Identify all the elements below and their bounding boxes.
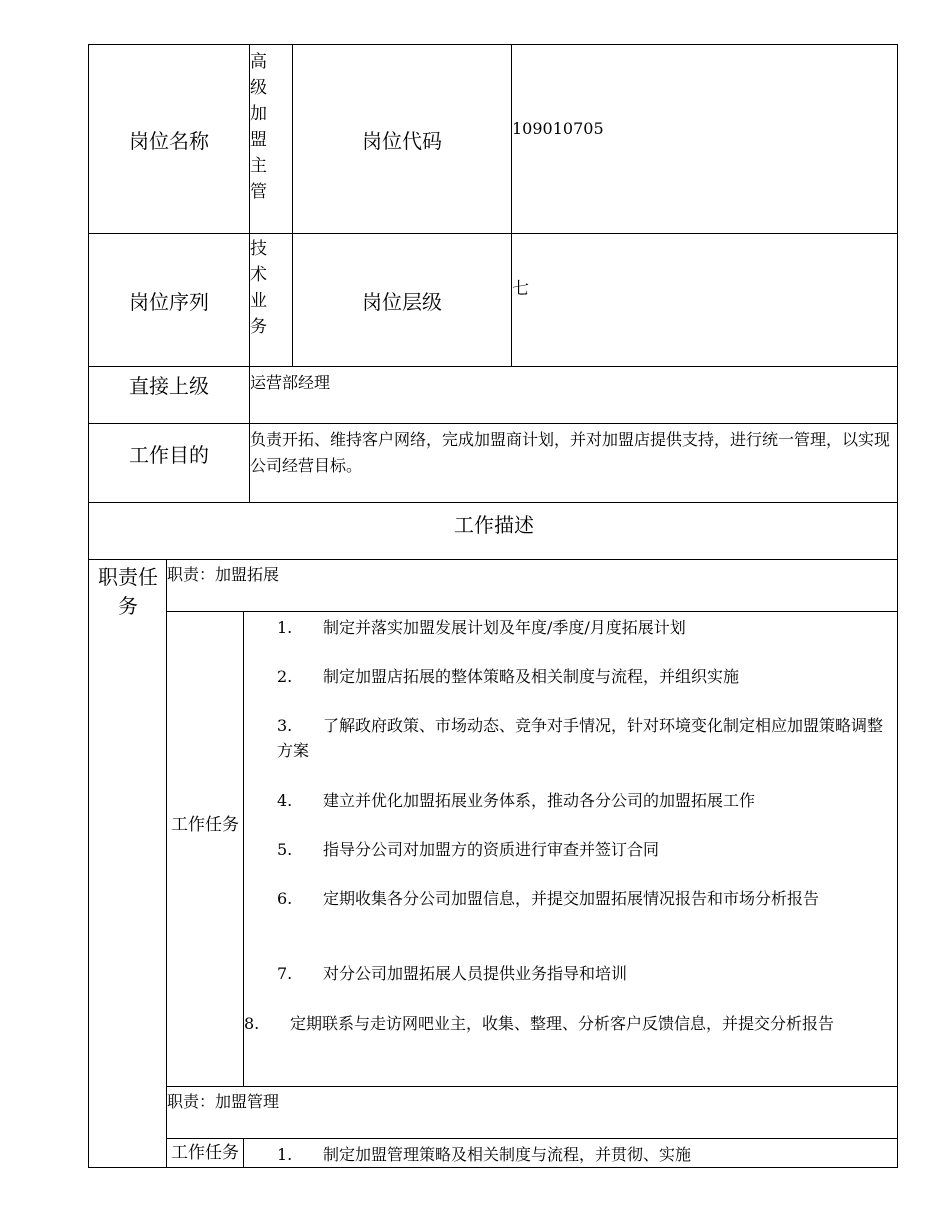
position-code-label: 岗位代码 bbox=[362, 128, 442, 153]
task-text: 了解政府政策、市场动态、竞争对手情况，针对环境变化制定相应加盟策略调整方案 bbox=[277, 716, 884, 760]
task-text: 制定并落实加盟发展计划及年度/季度/月度拓展计划 bbox=[323, 618, 686, 637]
task-text: 对分公司加盟拓展人员提供业务指导和培训 bbox=[323, 964, 628, 983]
purpose-label: 工作目的 bbox=[129, 442, 209, 467]
task-text: 建立并优化加盟拓展业务体系，推动各分公司的加盟拓展工作 bbox=[323, 791, 756, 810]
row-divider bbox=[166, 611, 898, 612]
task-text: 定期联系与走访网吧业主，收集、整理、分析客户反馈信息，并提交分析报告 bbox=[290, 1014, 835, 1033]
duty-title: 职责：加盟管理 bbox=[167, 1092, 280, 1111]
task-item bbox=[277, 788, 887, 813]
col-divider bbox=[166, 559, 167, 1168]
row-divider bbox=[166, 1086, 898, 1087]
sequence-value: 技术业务 bbox=[250, 239, 267, 337]
task-number: 1. bbox=[277, 618, 293, 637]
task-number: 7. bbox=[277, 964, 293, 983]
superior-value: 运营部经理 bbox=[250, 373, 331, 392]
position-name-label: 岗位名称 bbox=[129, 128, 209, 153]
col-divider bbox=[511, 45, 512, 366]
task-number: 2. bbox=[277, 667, 293, 686]
task-item bbox=[277, 837, 887, 862]
task-number: 6. bbox=[277, 889, 293, 908]
task-item bbox=[277, 615, 887, 640]
duty-title: 职责：加盟拓展 bbox=[167, 565, 280, 584]
row-divider bbox=[89, 559, 898, 560]
task-item bbox=[277, 713, 887, 763]
position-name-value: 高级加盟主管 bbox=[250, 52, 267, 202]
superior-label: 直接上级 bbox=[129, 373, 209, 398]
level-label: 岗位层级 bbox=[362, 289, 442, 314]
sequence-label: 岗位序列 bbox=[129, 289, 209, 314]
task-number: 1. bbox=[277, 1145, 293, 1164]
position-code-value: 109010705 bbox=[512, 119, 604, 138]
task-number: 8. bbox=[244, 1014, 260, 1033]
col-divider bbox=[243, 1138, 244, 1168]
task-item bbox=[277, 886, 887, 911]
purpose-value: 负责开拓、维持客户网络，完成加盟商计划，并对加盟店提供支持，进行统一管理，以实现公司经营目标。 bbox=[250, 430, 891, 475]
task-item bbox=[277, 664, 887, 689]
task-item bbox=[277, 961, 887, 986]
job-description-table bbox=[88, 44, 898, 1168]
task-item bbox=[277, 1142, 887, 1167]
task-text: 指导分公司对加盟方的资质进行审查并签订合同 bbox=[323, 840, 660, 859]
task-number: 4. bbox=[277, 791, 293, 810]
task-number: 5. bbox=[277, 840, 293, 859]
level-value: 七 bbox=[512, 279, 529, 299]
task-text: 制定加盟店拓展的整体策略及相关制度与流程，并组织实施 bbox=[323, 667, 740, 686]
duty-section-label: 职责任务 bbox=[98, 565, 158, 618]
task-item bbox=[244, 1011, 889, 1036]
tasks-label: 工作任务 bbox=[171, 815, 239, 835]
task-number: 3. bbox=[277, 716, 293, 735]
description-header: 工作描述 bbox=[454, 512, 534, 537]
row-divider bbox=[166, 1138, 898, 1139]
task-text: 制定加盟管理策略及相关制度与流程，并贯彻、实施 bbox=[323, 1145, 692, 1164]
tasks-label: 工作任务 bbox=[171, 1143, 239, 1163]
task-text: 定期收集各分公司加盟信息，并提交加盟拓展情况报告和市场分析报告 bbox=[323, 889, 820, 908]
